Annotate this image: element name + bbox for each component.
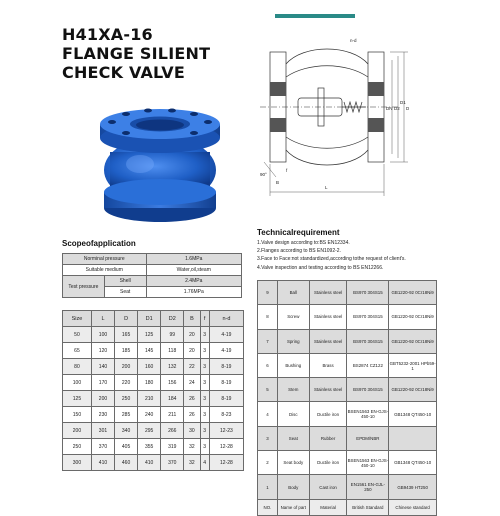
dimensions-cell: 8-19 xyxy=(209,359,243,375)
dimensions-header-cell: D2 xyxy=(161,311,184,327)
parts-cell: Screw xyxy=(277,305,309,329)
parts-footer-cell: Material xyxy=(309,499,347,515)
parts-cell: Cast iron xyxy=(309,475,347,499)
dimensions-cell: 3 xyxy=(200,423,209,439)
dimensions-cell: 132 xyxy=(161,359,184,375)
parts-cell: Stainless steel xyxy=(309,305,347,329)
dimensions-cell: 140 xyxy=(91,359,114,375)
table-row xyxy=(63,391,244,407)
scope-row xyxy=(63,254,242,265)
dimensions-cell: 12-23 xyxy=(209,423,243,439)
parts-cell: Ductile iron xyxy=(309,402,347,426)
dimensions-cell: 118 xyxy=(161,343,184,359)
dimensions-cell: 125 xyxy=(63,391,92,407)
scope-sub-label: Shell xyxy=(104,276,146,287)
parts-cell: 7 xyxy=(258,329,278,353)
test-pressure-label: Test pressure xyxy=(63,276,105,298)
requirement-item: 1.Valve design according to:BS EN12334. xyxy=(257,240,350,246)
dimensions-header-row xyxy=(63,311,244,327)
dimensions-header-cell: n-d xyxy=(209,311,243,327)
table-row xyxy=(63,423,244,439)
dimensions-cell: 156 xyxy=(161,375,184,391)
parts-footer-cell: Name of part xyxy=(277,499,309,515)
dimensions-cell: 50 xyxy=(63,327,92,343)
scope-sub-label: Seat xyxy=(104,287,146,298)
dimensions-cell: 8-23 xyxy=(209,407,243,423)
dimensions-cell: 4-19 xyxy=(209,343,243,359)
parts-cell: EN1561 EN-GJL-250 xyxy=(347,475,389,499)
dimensions-cell: 295 xyxy=(138,423,161,439)
parts-cell: Stainless steel xyxy=(309,378,347,402)
dimensions-cell: 340 xyxy=(115,423,138,439)
dimensions-header-cell: D1 xyxy=(138,311,161,327)
drawing-label-l: L xyxy=(325,185,328,190)
parts-cell: GB1220-92 0Cr18Ni9 xyxy=(389,378,437,402)
dimensions-cell: 3 xyxy=(200,359,209,375)
dimensions-cell: 460 xyxy=(115,455,138,471)
parts-cell: BS970 304S15 xyxy=(347,305,389,329)
scope-row xyxy=(63,276,242,287)
dimensions-cell: 200 xyxy=(115,359,138,375)
parts-cell: Bushing xyxy=(277,353,309,377)
dimensions-cell: 3 xyxy=(200,375,209,391)
scope-heading: Scopeofapplication xyxy=(62,239,136,248)
dimensions-cell: 210 xyxy=(138,391,161,407)
dimensions-cell: 355 xyxy=(138,439,161,455)
table-row xyxy=(258,451,437,475)
dimensions-cell: 3 xyxy=(200,327,209,343)
title-line-2: FLANGE SILIENT xyxy=(62,44,211,63)
parts-cell: BS970 304S15 xyxy=(347,378,389,402)
dimensions-cell: 211 xyxy=(161,407,184,423)
drawing-label-d1: D1 xyxy=(400,100,406,105)
dimensions-header-cell: f xyxy=(200,311,209,327)
parts-cell: Ball xyxy=(277,281,309,305)
dimensions-cell: 3 xyxy=(200,391,209,407)
dimensions-cell: 220 xyxy=(115,375,138,391)
dimensions-cell: 26 xyxy=(184,391,200,407)
table-row xyxy=(63,455,244,471)
dimensions-cell: 99 xyxy=(161,327,184,343)
dimensions-cell: 3 xyxy=(200,407,209,423)
dimensions-cell: 180 xyxy=(138,375,161,391)
dimensions-cell: 165 xyxy=(115,327,138,343)
parts-cell: 2 xyxy=(258,451,278,475)
dimensions-cell: 250 xyxy=(115,391,138,407)
scope-row xyxy=(63,265,242,276)
parts-cell: 8 xyxy=(258,305,278,329)
dimensions-cell: 65 xyxy=(63,343,92,359)
parts-cell: 1 xyxy=(258,475,278,499)
dimensions-cell: 32 xyxy=(184,439,200,455)
parts-cell: Ductile iron xyxy=(309,451,347,475)
table-row xyxy=(258,353,437,377)
parts-cell: GB9439 HT250 xyxy=(389,475,437,499)
parts-footer-cell: NO. xyxy=(258,499,278,515)
dimensions-cell: 200 xyxy=(63,423,92,439)
parts-cell: GB1220-92 0Cr18Ni9 xyxy=(389,281,437,305)
dimensions-cell: 26 xyxy=(184,407,200,423)
title-line-3: CHECK VALVE xyxy=(62,63,185,82)
dimensions-cell: 370 xyxy=(91,439,114,455)
scope-label: Norminal pressure xyxy=(63,254,147,265)
parts-cell: 5 xyxy=(258,378,278,402)
parts-cell: BSEN1563 EN-GJS-450-10 xyxy=(347,451,389,475)
dimensions-cell: 145 xyxy=(138,343,161,359)
drawing-label-d2: D2 xyxy=(394,106,400,111)
dimensions-cell: 8-19 xyxy=(209,391,243,407)
table-row xyxy=(258,426,437,450)
table-row xyxy=(63,359,244,375)
dimensions-cell: 3 xyxy=(200,343,209,359)
table-row xyxy=(258,329,437,353)
parts-cell: Brass xyxy=(309,353,347,377)
dimensions-cell: 100 xyxy=(63,375,92,391)
dimensions-header-cell: D xyxy=(115,311,138,327)
dimensions-cell: 4-19 xyxy=(209,327,243,343)
parts-cell: GB1348 QT450-10 xyxy=(389,402,437,426)
scope-value: 2.4MPa xyxy=(146,276,241,287)
scope-table xyxy=(62,253,242,298)
table-row xyxy=(258,305,437,329)
technical-requirements xyxy=(257,239,497,272)
dimensions-cell: 240 xyxy=(138,407,161,423)
parts-cell: Stainless steel xyxy=(309,329,347,353)
parts-footer-cell: British Standard xyxy=(347,499,389,515)
table-row xyxy=(63,343,244,359)
parts-cell: 6 xyxy=(258,353,278,377)
dimensions-cell: 12-28 xyxy=(209,439,243,455)
dimensions-cell: 410 xyxy=(138,455,161,471)
dimensions-cell: 125 xyxy=(138,327,161,343)
parts-cell: Body xyxy=(277,475,309,499)
dimensions-header-cell: L xyxy=(91,311,114,327)
valve-photo xyxy=(90,92,230,232)
table-row xyxy=(258,281,437,305)
parts-cell: 9 xyxy=(258,281,278,305)
dimensions-cell: 170 xyxy=(91,375,114,391)
table-row xyxy=(63,407,244,423)
parts-cell: Spring xyxy=(277,329,309,353)
dimensions-cell: 22 xyxy=(184,359,200,375)
parts-cell: Seat body xyxy=(277,451,309,475)
dimensions-cell: 301 xyxy=(91,423,114,439)
parts-cell: GB1220-92 0Cr18Ni9 xyxy=(389,305,437,329)
dimensions-cell: 185 xyxy=(115,343,138,359)
parts-cell: 3 xyxy=(258,426,278,450)
dimensions-cell: 410 xyxy=(91,455,114,471)
table-row xyxy=(63,439,244,455)
technical-heading: Technicalrequirement xyxy=(257,228,340,237)
drawing-label-dn: DN xyxy=(386,106,393,111)
parts-cell: 4 xyxy=(258,402,278,426)
dimensions-cell: 300 xyxy=(63,455,92,471)
dimensions-cell: 32 xyxy=(184,455,200,471)
dimensions-header-cell: Size xyxy=(63,311,92,327)
dimensions-cell: 20 xyxy=(184,343,200,359)
dimensions-cell: 285 xyxy=(115,407,138,423)
table-row xyxy=(258,475,437,499)
dimensions-cell: 370 xyxy=(161,455,184,471)
parts-cell: Stainless steel xyxy=(309,281,347,305)
parts-cell: Stem xyxy=(277,378,309,402)
scope-label: Suitable medium xyxy=(63,265,147,276)
dimensions-cell: 80 xyxy=(63,359,92,375)
parts-footer-cell: Chinese standard xyxy=(389,499,437,515)
dimensions-cell: 150 xyxy=(63,407,92,423)
page-title xyxy=(62,25,210,82)
dimensions-cell: 405 xyxy=(115,439,138,455)
valve-cross-section-drawing xyxy=(258,32,420,222)
dimensions-cell: 120 xyxy=(91,343,114,359)
dimensions-cell: 4 xyxy=(200,455,209,471)
dimensions-cell: 200 xyxy=(91,391,114,407)
scope-value: Water,oil,steam xyxy=(146,265,241,276)
dimensions-cell: 3 xyxy=(200,439,209,455)
parts-cell: BS2874 CZ122 xyxy=(347,353,389,377)
dimensions-table xyxy=(62,310,244,471)
drawing-label-nd: n-d xyxy=(350,38,357,43)
table-row xyxy=(258,378,437,402)
table-row xyxy=(258,402,437,426)
dimensions-cell: 12-28 xyxy=(209,455,243,471)
parts-cell: Seat xyxy=(277,426,309,450)
drawing-label-f: f xyxy=(286,168,288,173)
dimensions-header-cell: B xyxy=(184,311,200,327)
dimensions-cell: 266 xyxy=(161,423,184,439)
drawing-label-d: D xyxy=(406,106,410,111)
parts-cell: BS970 304S15 xyxy=(347,329,389,353)
requirement-item: 2.Flanges according to BS EN1092-2. xyxy=(257,248,341,255)
scope-value: 1.76MPa xyxy=(146,287,241,298)
drawing-label-angle: 90° xyxy=(260,172,267,177)
dimensions-cell: 30 xyxy=(184,423,200,439)
dimensions-cell: 184 xyxy=(161,391,184,407)
parts-cell xyxy=(389,426,437,450)
parts-cell: GB1348 QT450-10 xyxy=(389,451,437,475)
accent-bar xyxy=(275,14,355,18)
dimensions-cell: 20 xyxy=(184,327,200,343)
requirement-item: 3.Face to Face:not standardized,according tothe request of client's. xyxy=(257,256,406,263)
requirement-item: 4.Valve inspection and testing according to BS EN12266. xyxy=(257,264,384,271)
dimensions-cell: 8-19 xyxy=(209,375,243,391)
parts-cell: GB1220-92 0Cr18Ni9 xyxy=(389,329,437,353)
parts-cell: Disc xyxy=(277,402,309,426)
dimensions-cell: 24 xyxy=(184,375,200,391)
title-line-1: H41XA-16 xyxy=(62,25,153,44)
parts-cell: EPDM/NBR xyxy=(347,426,389,450)
dimensions-cell: 160 xyxy=(138,359,161,375)
drawing-label-b: B xyxy=(276,180,280,185)
dimensions-cell: 100 xyxy=(91,327,114,343)
parts-cell: GBT5232-2001 HPb59-1 xyxy=(389,353,437,377)
dimensions-cell: 319 xyxy=(161,439,184,455)
parts-cell: BS970 304S15 xyxy=(347,281,389,305)
dimensions-cell: 250 xyxy=(63,439,92,455)
parts-footer-row xyxy=(258,499,437,515)
parts-table xyxy=(257,280,437,516)
parts-cell: Rubber xyxy=(309,426,347,450)
table-row xyxy=(63,327,244,343)
parts-cell: BSEN1563 EN-GJS-450-10 xyxy=(347,402,389,426)
dimensions-cell: 230 xyxy=(91,407,114,423)
table-row xyxy=(63,375,244,391)
scope-value: 1.6MPa xyxy=(146,254,241,265)
